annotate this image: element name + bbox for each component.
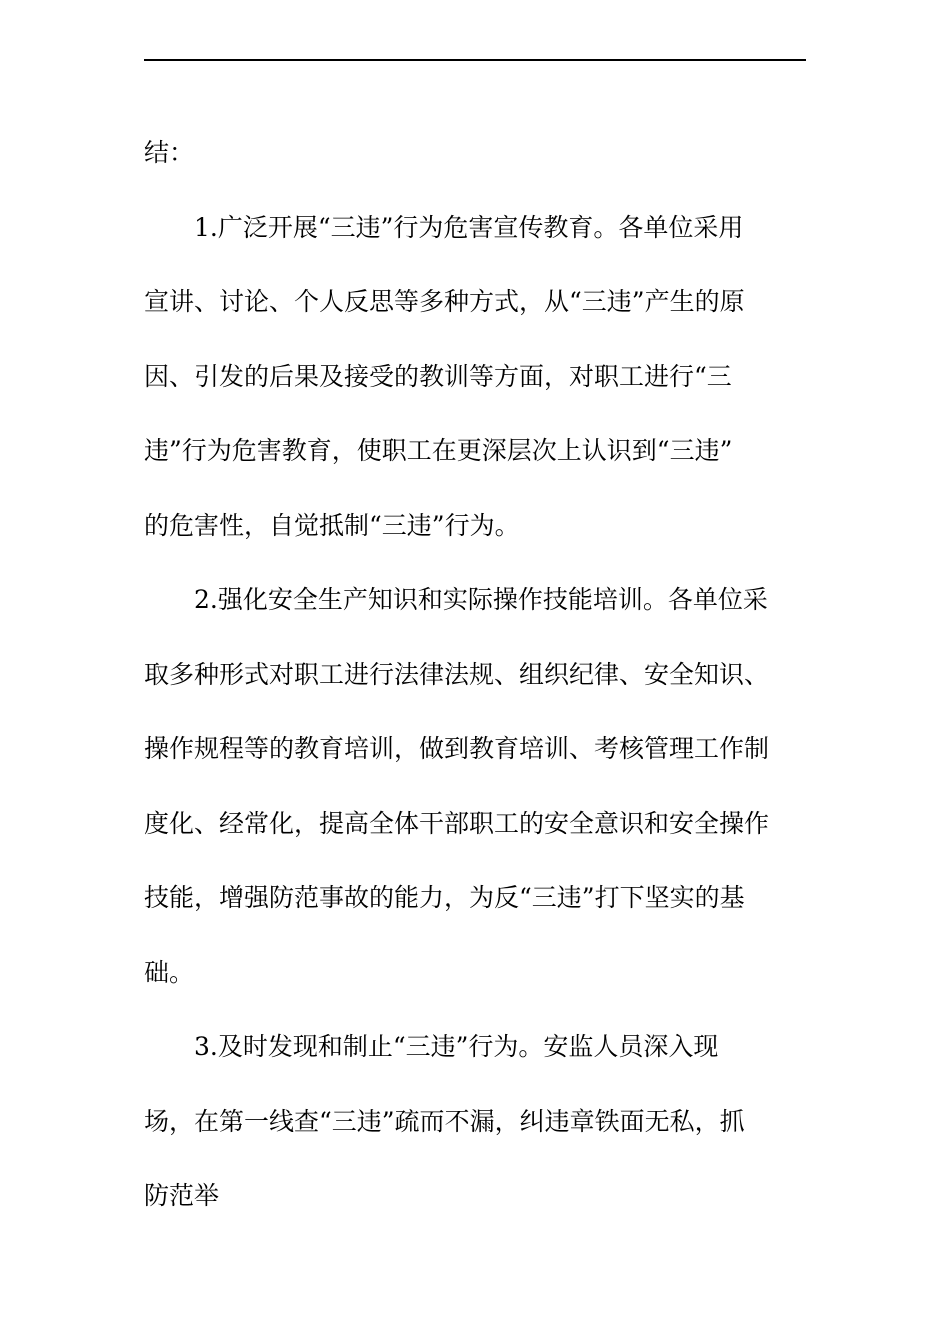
text-line: 操作规程等的教育培训，做到教育培训、考核管理工作制 bbox=[144, 734, 770, 763]
text-line: 度化、经常化，提高全体干部职工的安全意识和安全操作 bbox=[144, 808, 770, 838]
text-line: 技能，增强防范事故的能力，为反“三违”打下坚实的基 bbox=[144, 883, 745, 912]
text-line: 宣讲、讨论、个人反思等多种方式，从“三违”产生的原 bbox=[144, 287, 745, 316]
text-line: 1.广泛开展“三违”行为危害宣传教育。各单位采用 bbox=[194, 212, 744, 242]
text-line: 的危害性，自觉抵制“三违”行为。 bbox=[144, 510, 520, 540]
text-line: 2.强化安全生产知识和实际操作技能培训。各单位采 bbox=[194, 585, 768, 614]
text-line: 3.及时发现和制止“三违”行为。安监人员深入现 bbox=[194, 1032, 719, 1061]
document-body bbox=[144, 116, 794, 1234]
text-line: 结： bbox=[144, 138, 195, 167]
text-line: 场，在第一线查“三违”疏而不漏，纠违章铁面无私，抓 bbox=[144, 1106, 745, 1136]
text-line: 违”行为危害教育，使职工在更深层次上认识到“三违” bbox=[144, 436, 733, 465]
text-line: 取多种形式对职工进行法律法规、组织纪律、安全知识、 bbox=[144, 659, 770, 689]
header-rule bbox=[144, 59, 806, 61]
text-line: 础。 bbox=[144, 957, 195, 987]
text-line: 防范举 bbox=[144, 1181, 220, 1210]
text-line: 因、引发的后果及接受的教训等方面，对职工进行“三 bbox=[144, 361, 732, 391]
